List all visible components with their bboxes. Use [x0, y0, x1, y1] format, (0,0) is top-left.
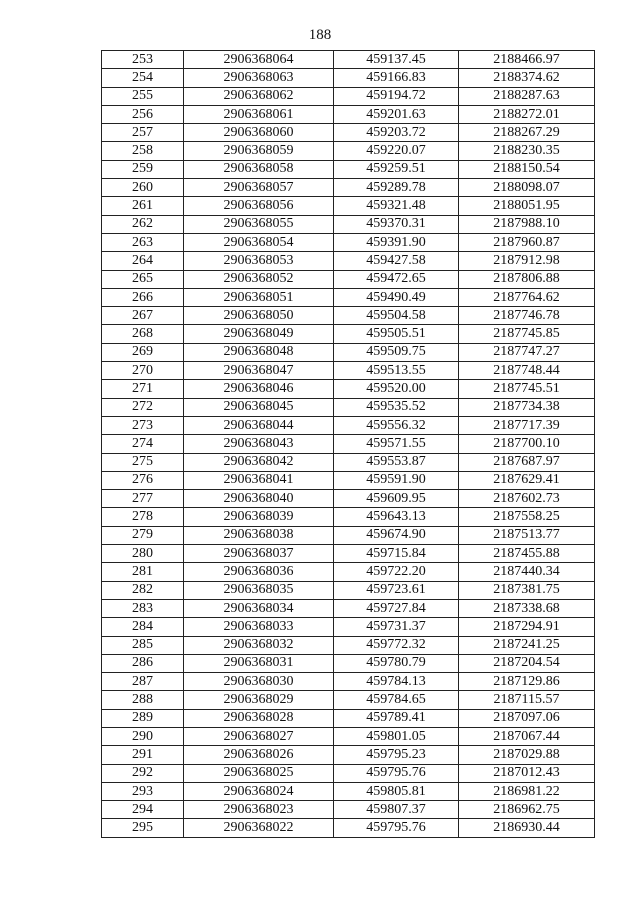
point-number-cell: 260	[102, 179, 184, 197]
x-coordinate-cell: 459203.72	[334, 124, 459, 142]
y-coordinate-cell: 2188466.97	[459, 51, 595, 69]
point-id-cell: 2906368052	[184, 270, 334, 288]
point-number-cell: 288	[102, 691, 184, 709]
point-id-cell: 2906368025	[184, 764, 334, 782]
x-coordinate-cell: 459513.55	[334, 362, 459, 380]
x-coordinate-cell: 459801.05	[334, 727, 459, 745]
point-id-cell: 2906368064	[184, 51, 334, 69]
table-row	[102, 416, 595, 434]
point-id-cell: 2906368060	[184, 124, 334, 142]
x-coordinate-cell: 459427.58	[334, 252, 459, 270]
table-row	[102, 563, 595, 581]
x-coordinate-cell: 459321.48	[334, 197, 459, 215]
coordinates-table	[101, 50, 595, 838]
y-coordinate-cell: 2186930.44	[459, 819, 595, 837]
x-coordinate-cell: 459137.45	[334, 51, 459, 69]
x-coordinate-cell: 459784.65	[334, 691, 459, 709]
table-row	[102, 508, 595, 526]
x-coordinate-cell: 459553.87	[334, 453, 459, 471]
x-coordinate-cell: 459505.51	[334, 325, 459, 343]
table-row	[102, 179, 595, 197]
y-coordinate-cell: 2187748.44	[459, 362, 595, 380]
point-id-cell: 2906368049	[184, 325, 334, 343]
y-coordinate-cell: 2187012.43	[459, 764, 595, 782]
table-row	[102, 654, 595, 672]
point-number-cell: 266	[102, 288, 184, 306]
y-coordinate-cell: 2187381.75	[459, 581, 595, 599]
y-coordinate-cell: 2187745.51	[459, 380, 595, 398]
table-row	[102, 307, 595, 325]
y-coordinate-cell: 2188374.62	[459, 69, 595, 87]
y-coordinate-cell: 2187513.77	[459, 526, 595, 544]
x-coordinate-cell: 459289.78	[334, 179, 459, 197]
point-id-cell: 2906368037	[184, 545, 334, 563]
point-id-cell: 2906368054	[184, 233, 334, 251]
point-number-cell: 259	[102, 160, 184, 178]
table-row	[102, 233, 595, 251]
point-id-cell: 2906368033	[184, 618, 334, 636]
table-row	[102, 599, 595, 617]
y-coordinate-cell: 2187558.25	[459, 508, 595, 526]
point-number-cell: 254	[102, 69, 184, 87]
point-id-cell: 2906368029	[184, 691, 334, 709]
table-row	[102, 453, 595, 471]
x-coordinate-cell: 459609.95	[334, 490, 459, 508]
table-row	[102, 435, 595, 453]
x-coordinate-cell: 459556.32	[334, 416, 459, 434]
y-coordinate-cell: 2186962.75	[459, 801, 595, 819]
x-coordinate-cell: 459591.90	[334, 471, 459, 489]
point-id-cell: 2906368043	[184, 435, 334, 453]
point-number-cell: 268	[102, 325, 184, 343]
x-coordinate-cell: 459789.41	[334, 709, 459, 727]
table-row	[102, 782, 595, 800]
y-coordinate-cell: 2188272.01	[459, 105, 595, 123]
point-id-cell: 2906368023	[184, 801, 334, 819]
x-coordinate-cell: 459772.32	[334, 636, 459, 654]
table-row	[102, 51, 595, 69]
table-body	[102, 51, 595, 838]
x-coordinate-cell: 459727.84	[334, 599, 459, 617]
table-row	[102, 490, 595, 508]
x-coordinate-cell: 459472.65	[334, 270, 459, 288]
x-coordinate-cell: 459674.90	[334, 526, 459, 544]
point-number-cell: 275	[102, 453, 184, 471]
table-row	[102, 746, 595, 764]
point-number-cell: 278	[102, 508, 184, 526]
point-id-cell: 2906368057	[184, 179, 334, 197]
x-coordinate-cell: 459370.31	[334, 215, 459, 233]
point-number-cell: 286	[102, 654, 184, 672]
x-coordinate-cell: 459795.76	[334, 764, 459, 782]
point-id-cell: 2906368048	[184, 343, 334, 361]
y-coordinate-cell: 2187204.54	[459, 654, 595, 672]
table-row	[102, 197, 595, 215]
table-row	[102, 581, 595, 599]
x-coordinate-cell: 459643.13	[334, 508, 459, 526]
table-row	[102, 105, 595, 123]
table-row	[102, 673, 595, 691]
table-row	[102, 380, 595, 398]
point-number-cell: 271	[102, 380, 184, 398]
y-coordinate-cell: 2187960.87	[459, 233, 595, 251]
point-id-cell: 2906368022	[184, 819, 334, 837]
y-coordinate-cell: 2187687.97	[459, 453, 595, 471]
x-coordinate-cell: 459259.51	[334, 160, 459, 178]
point-number-cell: 279	[102, 526, 184, 544]
point-number-cell: 291	[102, 746, 184, 764]
table-row	[102, 325, 595, 343]
x-coordinate-cell: 459722.20	[334, 563, 459, 581]
table-row	[102, 69, 595, 87]
point-id-cell: 2906368034	[184, 599, 334, 617]
point-number-cell: 295	[102, 819, 184, 837]
y-coordinate-cell: 2187440.34	[459, 563, 595, 581]
point-id-cell: 2906368036	[184, 563, 334, 581]
point-number-cell: 273	[102, 416, 184, 434]
point-number-cell: 282	[102, 581, 184, 599]
point-number-cell: 258	[102, 142, 184, 160]
point-number-cell: 261	[102, 197, 184, 215]
x-coordinate-cell: 459780.79	[334, 654, 459, 672]
table-row	[102, 636, 595, 654]
point-id-cell: 2906368031	[184, 654, 334, 672]
y-coordinate-cell: 2187746.78	[459, 307, 595, 325]
x-coordinate-cell: 459490.49	[334, 288, 459, 306]
point-number-cell: 255	[102, 87, 184, 105]
y-coordinate-cell: 2187241.25	[459, 636, 595, 654]
point-id-cell: 2906368039	[184, 508, 334, 526]
y-coordinate-cell: 2188267.29	[459, 124, 595, 142]
y-coordinate-cell: 2187338.68	[459, 599, 595, 617]
x-coordinate-cell: 459504.58	[334, 307, 459, 325]
table-row	[102, 270, 595, 288]
table-row	[102, 526, 595, 544]
x-coordinate-cell: 459715.84	[334, 545, 459, 563]
point-number-cell: 277	[102, 490, 184, 508]
table-row	[102, 727, 595, 745]
point-id-cell: 2906368038	[184, 526, 334, 544]
x-coordinate-cell: 459220.07	[334, 142, 459, 160]
point-id-cell: 2906368027	[184, 727, 334, 745]
point-number-cell: 287	[102, 673, 184, 691]
y-coordinate-cell: 2188150.54	[459, 160, 595, 178]
point-id-cell: 2906368042	[184, 453, 334, 471]
y-coordinate-cell: 2187115.57	[459, 691, 595, 709]
x-coordinate-cell: 459201.63	[334, 105, 459, 123]
table-row	[102, 160, 595, 178]
x-coordinate-cell: 459509.75	[334, 343, 459, 361]
point-number-cell: 284	[102, 618, 184, 636]
point-number-cell: 294	[102, 801, 184, 819]
point-id-cell: 2906368050	[184, 307, 334, 325]
y-coordinate-cell: 2187764.62	[459, 288, 595, 306]
x-coordinate-cell: 459391.90	[334, 233, 459, 251]
x-coordinate-cell: 459784.13	[334, 673, 459, 691]
point-id-cell: 2906368062	[184, 87, 334, 105]
x-coordinate-cell: 459535.52	[334, 398, 459, 416]
x-coordinate-cell: 459807.37	[334, 801, 459, 819]
y-coordinate-cell: 2187097.06	[459, 709, 595, 727]
y-coordinate-cell: 2187700.10	[459, 435, 595, 453]
point-number-cell: 276	[102, 471, 184, 489]
table-row	[102, 87, 595, 105]
y-coordinate-cell: 2188230.35	[459, 142, 595, 160]
y-coordinate-cell: 2187602.73	[459, 490, 595, 508]
point-id-cell: 2906368032	[184, 636, 334, 654]
point-number-cell: 272	[102, 398, 184, 416]
point-number-cell: 283	[102, 599, 184, 617]
point-number-cell: 290	[102, 727, 184, 745]
x-coordinate-cell: 459194.72	[334, 87, 459, 105]
point-number-cell: 265	[102, 270, 184, 288]
point-id-cell: 2906368047	[184, 362, 334, 380]
table-row	[102, 362, 595, 380]
point-id-cell: 2906368051	[184, 288, 334, 306]
y-coordinate-cell: 2187806.88	[459, 270, 595, 288]
y-coordinate-cell: 2186981.22	[459, 782, 595, 800]
table-row	[102, 618, 595, 636]
x-coordinate-cell: 459571.55	[334, 435, 459, 453]
point-id-cell: 2906368040	[184, 490, 334, 508]
point-id-cell: 2906368024	[184, 782, 334, 800]
point-number-cell: 293	[102, 782, 184, 800]
point-id-cell: 2906368046	[184, 380, 334, 398]
point-number-cell: 256	[102, 105, 184, 123]
point-number-cell: 270	[102, 362, 184, 380]
y-coordinate-cell: 2188051.95	[459, 197, 595, 215]
table-row	[102, 545, 595, 563]
point-number-cell: 253	[102, 51, 184, 69]
table-row	[102, 801, 595, 819]
y-coordinate-cell: 2187455.88	[459, 545, 595, 563]
point-number-cell: 274	[102, 435, 184, 453]
y-coordinate-cell: 2187912.98	[459, 252, 595, 270]
y-coordinate-cell: 2187294.91	[459, 618, 595, 636]
x-coordinate-cell: 459795.23	[334, 746, 459, 764]
y-coordinate-cell: 2187029.88	[459, 746, 595, 764]
point-number-cell: 280	[102, 545, 184, 563]
point-id-cell: 2906368058	[184, 160, 334, 178]
point-number-cell: 264	[102, 252, 184, 270]
point-number-cell: 263	[102, 233, 184, 251]
table-row	[102, 288, 595, 306]
x-coordinate-cell: 459805.81	[334, 782, 459, 800]
point-id-cell: 2906368059	[184, 142, 334, 160]
table-row	[102, 691, 595, 709]
y-coordinate-cell: 2188287.63	[459, 87, 595, 105]
y-coordinate-cell: 2187717.39	[459, 416, 595, 434]
point-id-cell: 2906368028	[184, 709, 334, 727]
page-number: 188	[308, 27, 332, 43]
point-id-cell: 2906368055	[184, 215, 334, 233]
point-id-cell: 2906368035	[184, 581, 334, 599]
y-coordinate-cell: 2187747.27	[459, 343, 595, 361]
point-id-cell: 2906368045	[184, 398, 334, 416]
y-coordinate-cell: 2188098.07	[459, 179, 595, 197]
point-number-cell: 292	[102, 764, 184, 782]
y-coordinate-cell: 2187745.85	[459, 325, 595, 343]
x-coordinate-cell: 459166.83	[334, 69, 459, 87]
table-row	[102, 343, 595, 361]
y-coordinate-cell: 2187988.10	[459, 215, 595, 233]
point-number-cell: 267	[102, 307, 184, 325]
point-id-cell: 2906368063	[184, 69, 334, 87]
table-row	[102, 142, 595, 160]
point-id-cell: 2906368053	[184, 252, 334, 270]
point-id-cell: 2906368044	[184, 416, 334, 434]
y-coordinate-cell: 2187067.44	[459, 727, 595, 745]
table-row	[102, 471, 595, 489]
table-row	[102, 124, 595, 142]
x-coordinate-cell: 459795.76	[334, 819, 459, 837]
point-number-cell: 289	[102, 709, 184, 727]
table-row	[102, 819, 595, 837]
point-number-cell: 262	[102, 215, 184, 233]
point-number-cell: 281	[102, 563, 184, 581]
point-id-cell: 2906368026	[184, 746, 334, 764]
point-id-cell: 2906368030	[184, 673, 334, 691]
point-id-cell: 2906368056	[184, 197, 334, 215]
table-row	[102, 215, 595, 233]
point-number-cell: 269	[102, 343, 184, 361]
y-coordinate-cell: 2187629.41	[459, 471, 595, 489]
table-row	[102, 252, 595, 270]
table-row	[102, 398, 595, 416]
table-row	[102, 764, 595, 782]
point-number-cell: 285	[102, 636, 184, 654]
point-id-cell: 2906368061	[184, 105, 334, 123]
y-coordinate-cell: 2187129.86	[459, 673, 595, 691]
table-row	[102, 709, 595, 727]
x-coordinate-cell: 459520.00	[334, 380, 459, 398]
y-coordinate-cell: 2187734.38	[459, 398, 595, 416]
x-coordinate-cell: 459731.37	[334, 618, 459, 636]
point-number-cell: 257	[102, 124, 184, 142]
x-coordinate-cell: 459723.61	[334, 581, 459, 599]
point-id-cell: 2906368041	[184, 471, 334, 489]
